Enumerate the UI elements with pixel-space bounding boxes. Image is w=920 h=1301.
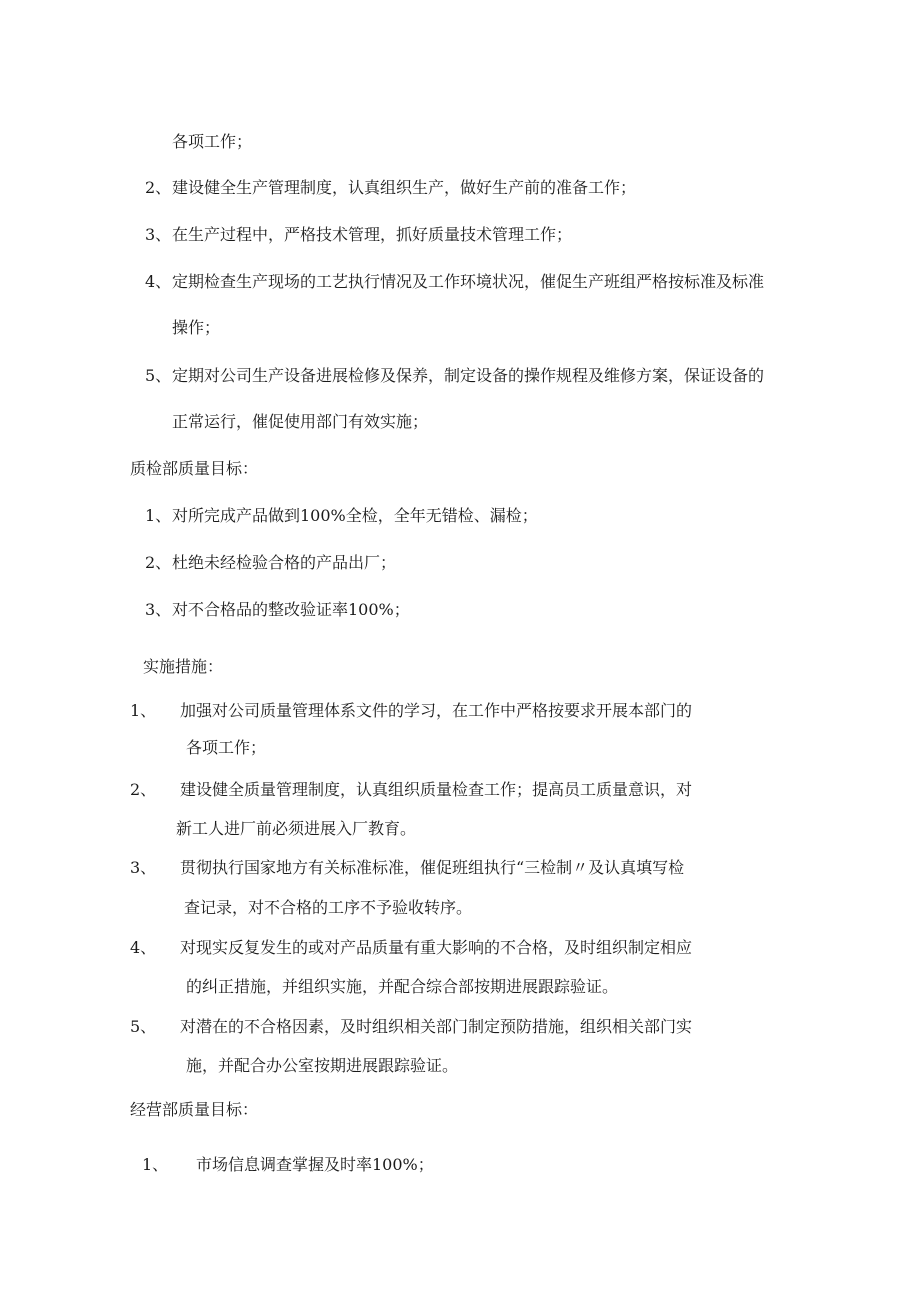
list-text-continuation: 新工人进厂前必须进展入厂教育。 xyxy=(176,819,417,838)
measures-heading: 实施措施： xyxy=(143,657,224,676)
list-text-continuation: 操作； xyxy=(172,318,221,337)
list-text: 杜绝未经检验合格的产品出厂； xyxy=(172,553,397,572)
list-number: 3、 xyxy=(145,600,172,619)
biz-heading: 经营部质量目标： xyxy=(130,1100,259,1119)
list-text: 加强对公司质量管理体系文件的学习，在工作中严格按要求开展本部门的 xyxy=(180,701,693,720)
list-number: 2、 xyxy=(130,780,157,799)
list-text: 对潜在的不合格因素，及时组织相关部门制定预防措施，组织相关部门实 xyxy=(180,1017,693,1036)
list-text: 对现实反复发生的或对产品质量有重大影响的不合格，及时组织制定相应 xyxy=(180,938,693,957)
qc-heading: 质检部质量目标： xyxy=(130,459,259,478)
list-text-continuation: 各项工作； xyxy=(186,738,267,757)
list-text-continuation: 的纠正措施，并组织实施，并配合综合部按期进展跟踪验证。 xyxy=(186,977,619,996)
list-text: 定期检查生产现场的工艺执行情况及工作环境状况，催促生产班组严格按标准及标准 xyxy=(172,272,765,291)
list-text: 对所完成产品做到100%全检，全年无错检、漏检； xyxy=(172,506,538,525)
list-text: 在生产过程中，严格技术管理，抓好质量技术管理工作； xyxy=(172,225,573,244)
list-number: 2、 xyxy=(145,178,172,197)
list-text-continuation: 查记录，对不合格的工序不予验收转序。 xyxy=(184,898,473,917)
list-number: 5、 xyxy=(130,1017,157,1036)
list-text-continuation: 施，并配合办公室按期进展跟踪验证。 xyxy=(186,1056,459,1075)
list-text: 市场信息调查掌握及时率100%； xyxy=(196,1155,434,1174)
list-text: 建设健全生产管理制度，认真组织生产，做好生产前的准备工作； xyxy=(172,178,637,197)
list-number: 4、 xyxy=(145,272,172,291)
list-number: 4、 xyxy=(130,938,157,957)
production-item-1-continuation: 各项工作； xyxy=(172,132,253,151)
list-number: 2、 xyxy=(145,553,172,572)
list-number: 1、 xyxy=(145,506,172,525)
list-number: 1、 xyxy=(130,701,157,720)
list-text-continuation: 正常运行，催促使用部门有效实施； xyxy=(172,412,429,431)
list-number: 5、 xyxy=(145,366,172,385)
list-number: 3、 xyxy=(130,858,157,877)
list-text: 对不合格品的整改验证率100%； xyxy=(172,600,410,619)
list-number: 3、 xyxy=(145,225,172,244)
list-text: 定期对公司生产设备进展检修及保养，制定设备的操作规程及维修方案，保证设备的 xyxy=(172,366,765,385)
list-text: 贯彻执行国家地方有关标准标准，催促班组执行“三检制〃及认真填写检 xyxy=(180,858,685,877)
list-text: 建设健全质量管理制度，认真组织质量检查工作；提高员工质量意识，对 xyxy=(180,780,693,799)
list-number: 1、 xyxy=(142,1155,169,1174)
